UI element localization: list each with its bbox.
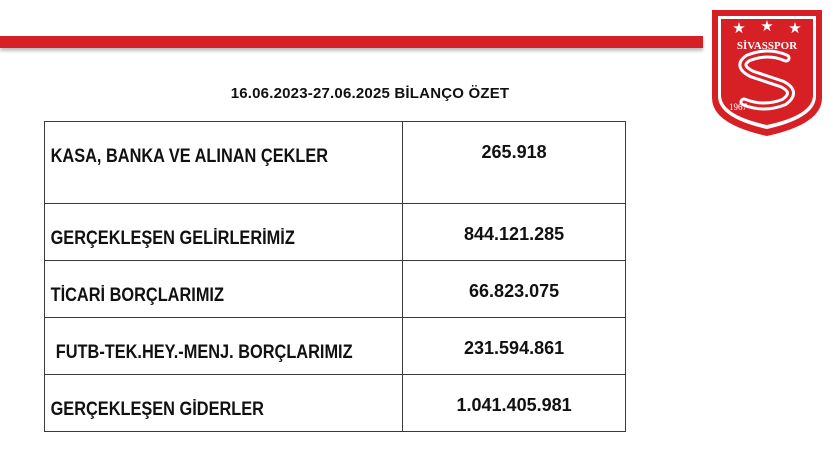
row-label: GERÇEKLEŞEN GELİRLERİMİZ — [45, 204, 353, 261]
row-value: 66.823.075 — [403, 261, 626, 318]
sivasspor-logo — [708, 6, 826, 138]
page-title: 16.06.2023-27.06.2025 BİLANÇO ÖZET — [230, 85, 510, 102]
logo-star-2: ★ — [760, 17, 774, 35]
logo-star-3: ★ — [788, 19, 802, 37]
table-row — [45, 261, 626, 318]
row-value: 844.121.285 — [403, 204, 626, 261]
header-red-band — [0, 36, 703, 48]
row-label: GERÇEKLEŞEN GİDERLER — [45, 375, 353, 432]
logo-club-name: SİVASSPOR — [736, 40, 798, 52]
logo-star-1: ★ — [732, 19, 746, 37]
row-value: 231.594.861 — [403, 318, 626, 375]
table-row — [45, 318, 626, 375]
table-row — [45, 204, 626, 261]
logo-year: 1967 — [729, 102, 747, 112]
row-label: FUTB-TEK.HEY.-MENJ. BORÇLARIMIZ — [45, 318, 353, 375]
row-value: 265.918 — [403, 122, 626, 204]
row-label: KASA, BANKA VE ALINAN ÇEKLER — [45, 122, 353, 204]
row-label: TİCARİ BORÇLARIMIZ — [45, 261, 353, 318]
table-row — [45, 375, 626, 432]
row-value: 1.041.405.981 — [403, 375, 626, 432]
table-row — [45, 122, 626, 204]
balance-summary-table — [44, 121, 626, 432]
